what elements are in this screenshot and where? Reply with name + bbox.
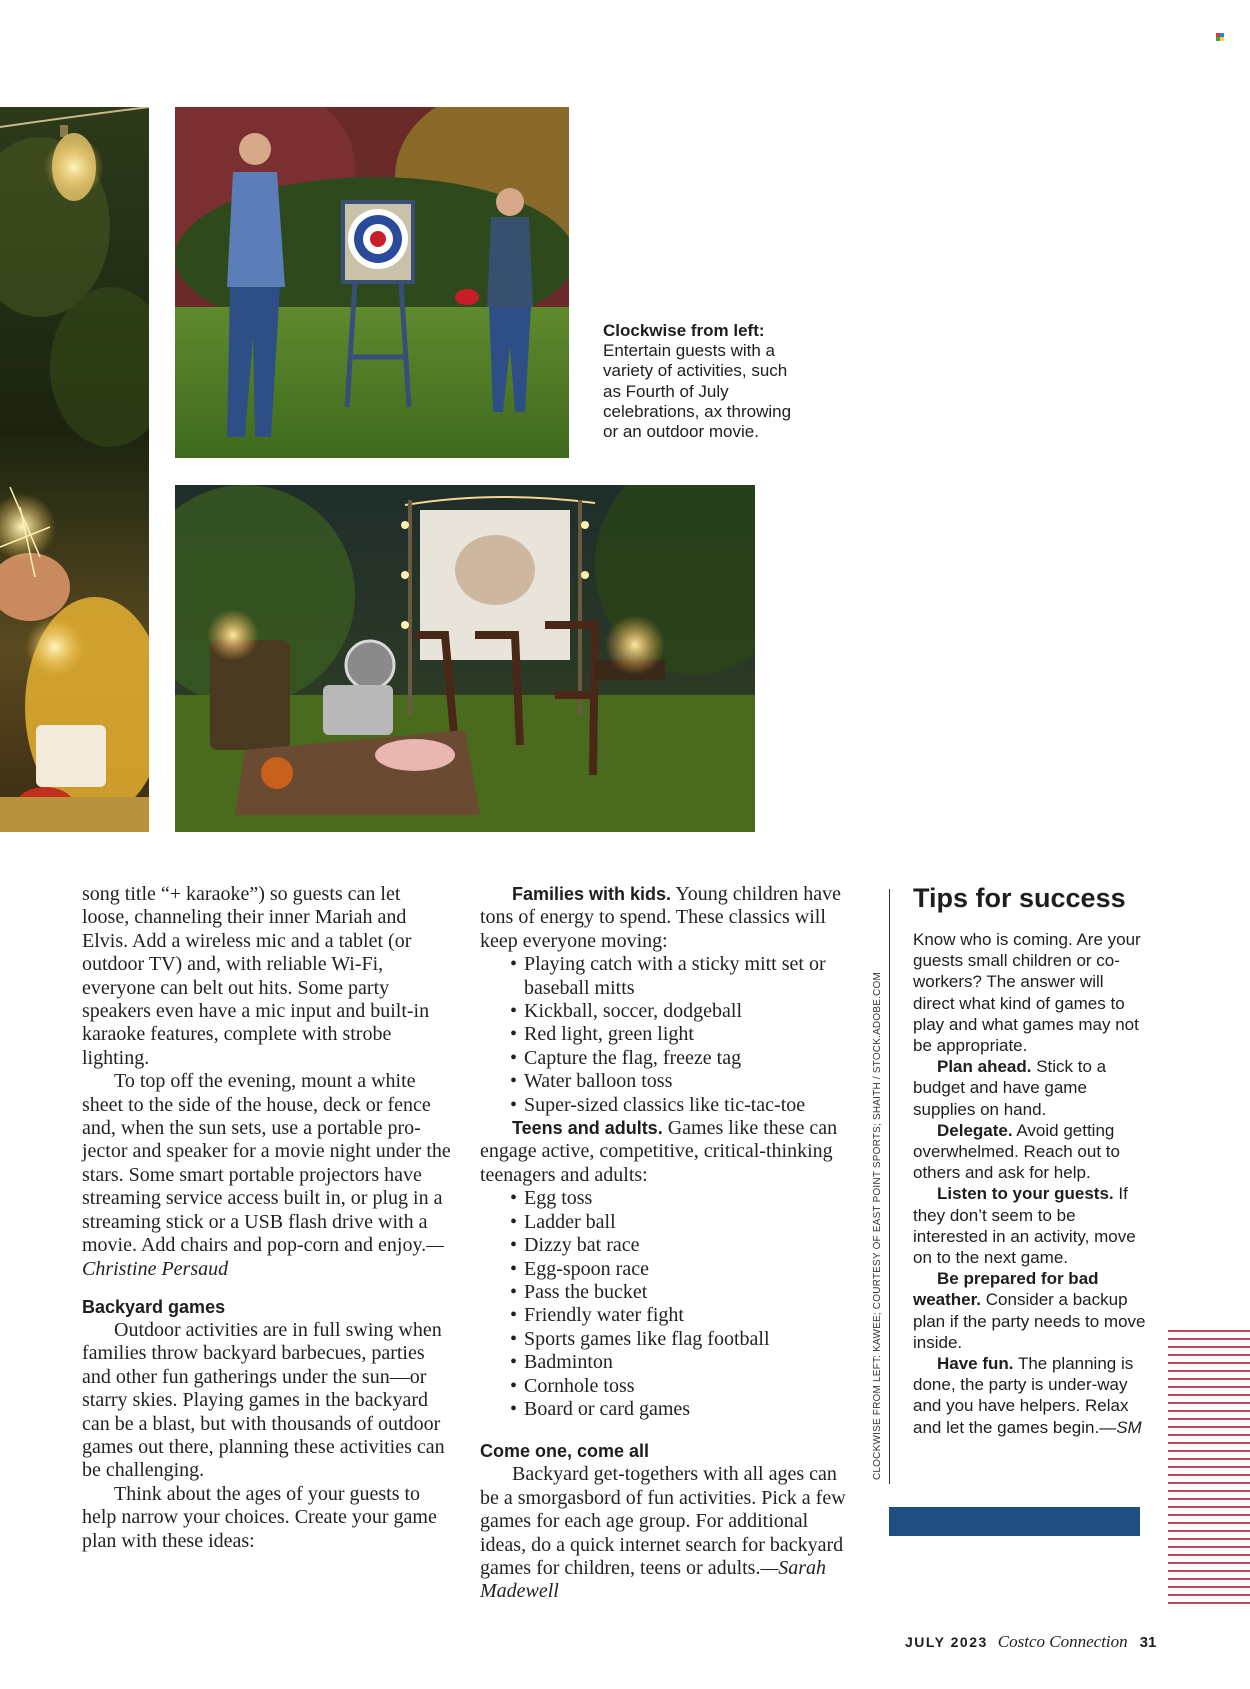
corner-color-mark	[1216, 33, 1224, 41]
final-paragraph-text: Backyard get-togethers with all ages can be a smorgasbord of fun activities. Pick a few games for each age group. For additional ideas, do a quick internet search for backyard games for children, teens or adults.	[480, 1463, 846, 1579]
ages-paragraph: Think about the ages of your guests to help narrow your choices. Create your game plan with these ideas:	[82, 1482, 437, 1552]
backyard-games-paragraph: Outdoor activities are in full swing when families throw backyard barbecues, parties and other fun gatherings under the sun—or starry skies. Playing games in the backyard can be a blast, but with thousands of outdoor games out there, planning these activities can be challenging.	[82, 1318, 445, 1482]
tip-lead: Listen to your guests.	[937, 1184, 1114, 1204]
tip-listen	[913, 1183, 1147, 1268]
tip-lead: Have fun.	[937, 1354, 1014, 1374]
column-divider	[889, 889, 890, 1484]
list-item: • Ladder ball	[510, 1211, 855, 1234]
final-paragraph	[480, 1463, 855, 1603]
list-item: • Dizzy bat race	[510, 1234, 855, 1257]
navy-accent-bar	[889, 1507, 1140, 1536]
photo-credit	[872, 946, 888, 1480]
tip-lead: Delegate.	[937, 1120, 1013, 1140]
teens-text: Games like these can engage active, competitive, critical-thinking teenagers and adults:	[480, 1117, 838, 1186]
tip-lead: Be prepared for bad weather.	[913, 1269, 1099, 1310]
party-sparklers-photo	[0, 107, 149, 832]
tip-text: Stick to a budget and have game supplies on hand.	[913, 1057, 1107, 1119]
list-item: • Capture the flag, freeze tag	[510, 1047, 855, 1070]
list-item: • Playing catch with a sticky mitt set or baseball mitts	[510, 953, 855, 1000]
list-item: • Sports games like flag football	[510, 1328, 855, 1351]
photo-credit-text: CLOCKWISE FROM LEFT: KAWEE; COURTESY OF EAST POINT SPORTS; SHAITH / STOCK.ADOBE.COM	[872, 972, 883, 1480]
kids-lead: Families with kids.	[512, 884, 672, 904]
magazine-name: Costco Connection	[997, 1632, 1128, 1651]
teens-lead: Teens and adults.	[512, 1118, 663, 1139]
tip-delegate	[913, 1120, 1147, 1184]
tips-intro: Know who is coming. Are your guests small children or co-workers? The answer will direct what kind of games to play and what games may not be appropriate.	[913, 930, 1141, 1056]
movie-paragraph	[82, 1070, 452, 1281]
caption-lead: Clockwise from left:	[603, 321, 765, 340]
list-item: • Badminton	[510, 1351, 855, 1374]
come-one-heading: Come one, come all	[480, 1441, 650, 1462]
ax-throwing-photo	[175, 107, 569, 458]
list-item: • Red light, green light	[510, 1023, 855, 1046]
outdoor-movie-photo	[175, 485, 755, 832]
teens-games-list	[480, 1187, 855, 1421]
article-column-1	[82, 883, 452, 1553]
byline-sarah: —Sarah Madewell	[480, 1556, 827, 1603]
list-item: • Kickball, soccer, dodgeball	[510, 1000, 855, 1023]
tip-text: Avoid getting overwhelmed. Reach out to others and ask for help.	[913, 1120, 1120, 1183]
kids-games-list	[480, 953, 855, 1117]
tip-text: Consider a backup plan if the party needs to move inside.	[913, 1290, 1146, 1352]
list-item: • Pass the bucket	[510, 1281, 855, 1304]
backyard-games-heading: Backyard games	[82, 1296, 226, 1317]
list-item: • Egg-spoon race	[510, 1258, 855, 1281]
striped-decoration	[1168, 1330, 1250, 1608]
issue-date: JULY 2023	[905, 1634, 988, 1650]
list-item: • Friendly water fight	[510, 1304, 855, 1327]
list-item: • Water balloon toss	[510, 1070, 855, 1093]
kids-text: Young children have tons of energy to spend. These classics will keep everyone moving:	[480, 883, 842, 952]
article-column-2	[480, 883, 855, 1604]
list-item: • Super-sized classics like tic-tac-toe	[510, 1094, 855, 1117]
photo-caption	[603, 321, 803, 442]
tip-text: If they don’t seem to be interested in an activity, move on to the next game.	[913, 1184, 1136, 1268]
caption-text: Entertain guests with a variety of activities, such as Fourth of July celebrations, ax throwing or an outdoor movie.	[603, 341, 792, 442]
byline-christine: —Christine Persaud	[82, 1234, 444, 1280]
tips-sidebar	[913, 881, 1147, 1438]
tip-plan-ahead	[913, 1056, 1147, 1120]
karaoke-paragraph: song title “+ karaoke”) so guests can let loose, channeling their inner Mariah and Elvis. Add a wireless mic and a tablet (or outdoor TV) and, with reliable Wi-Fi, everyone can belt out hits. Some party speakers even have a mic input and built-in karaoke features, complete with strobe lighting.	[82, 883, 430, 1069]
tip-weather	[913, 1268, 1147, 1353]
tip-text: The planning is done, the party is under-way and you have helpers. Relax and let the games begin.	[913, 1354, 1134, 1437]
tips-title: Tips for success	[913, 883, 1126, 913]
page-number: 31	[1139, 1634, 1157, 1651]
list-item: • Egg toss	[510, 1187, 855, 1210]
page-footer	[905, 1632, 1175, 1656]
tip-have-fun	[913, 1353, 1147, 1438]
list-item: • Board or card games	[510, 1398, 855, 1421]
tip-lead: Plan ahead.	[937, 1057, 1032, 1077]
kids-paragraph	[480, 883, 855, 953]
movie-paragraph-text: To top off the evening, mount a white sheet to the side of the house, deck or fence and, when the sun sets, use a portable pro-jector and speaker for a movie night under the stars. Some smart portable projectors have streaming service access built in, or plug in a streaming stick or a USB flash drive with a movie. Add chairs and pop-corn and enjoy.	[82, 1070, 451, 1257]
byline-sm: —SM	[1099, 1417, 1142, 1437]
list-item: • Cornhole toss	[510, 1375, 855, 1398]
teens-paragraph	[480, 1117, 855, 1187]
